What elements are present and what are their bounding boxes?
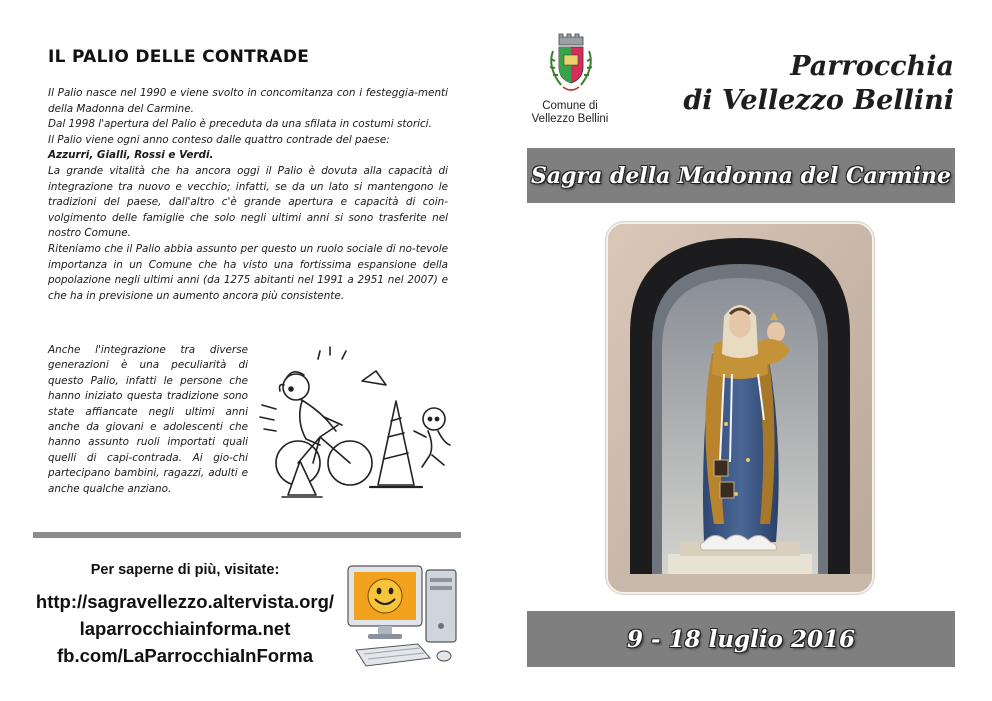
- link-laparrocchiainforma[interactable]: laparrocchiainforma.net: [79, 618, 291, 639]
- parish-line-2: di Vellezzo Bellini: [683, 85, 954, 116]
- event-title: Sagra della Madonna del Carmine: [531, 162, 951, 189]
- paragraph: Il Palio viene ogni anno conteso dalle quattro contrade del paese:: [48, 133, 390, 146]
- section-divider: [33, 532, 461, 538]
- link-sagravellezzo[interactable]: http://sagravellezzo.altervista.org/: [35, 591, 335, 612]
- section-title: IL PALIO DELLE CONTRADE: [48, 47, 310, 67]
- paragraph: Riteniamo che il Palio abbia assunto per questo un ruolo sociale di no-tevole importanza in un Comune che ha visto una fortissima espansione della popolazione negli ultimi anni (da 1275 abitanti nel 1991 a 2951 nel 2007) e che ha in previsione un aumento ancora più consistente.: [48, 242, 448, 302]
- links-intro: Per saperne di più, visitate:: [90, 562, 280, 578]
- smiling-computer-icon: [344, 560, 464, 668]
- parish-line-1: Parrocchia: [790, 51, 954, 82]
- website-links: [20, 562, 350, 669]
- comune-line-1: Comune di: [542, 100, 598, 112]
- madonna-statue-image: [608, 224, 872, 592]
- comune-line-2: Vellezzo Bellini: [531, 113, 609, 125]
- link-facebook[interactable]: fb.com/LaParrocchiaInForma: [57, 645, 313, 666]
- paragraph: Il Palio nasce nel 1990 e viene svolto in concomitanza con i festeggia-menti della Madonna del Carmine.: [48, 87, 448, 115]
- generations-paragraph: Anche l'integrazione tra diverse generazioni è una peculiarità di questo Palio, infatti le persone che hanno iniziato questa tradizione sono state affiancate negli ultimi anni anche da giovani e adolescenti che hanno assunto ruoli importati quali quelli di capi-contrada. Ai gio-chi partecipano bambini, ragazzi, adulti e anche qualche anziano.: [48, 344, 248, 495]
- cyclist-cartoon-illustration: [258, 345, 458, 505]
- paragraph: La grande vitalità che ha ancora oggi il Palio è dovuta alla capacità di integrazione tra nuovo e vecchio; infatti, se da un lato si mantengono le tradizioni del paese, dall'altro c'è grande apertura e capacità di coin-volgimento delle famiglie che solo negli ultimi anni si sono trasferite nel nostro Comune.: [48, 164, 448, 240]
- madonna-statue-photo: [608, 224, 872, 592]
- event-dates-band: [527, 611, 955, 667]
- contrade-names: Azzurri, Gialli, Rossi e Verdi.: [48, 149, 214, 162]
- municipal-crest-logo: [545, 33, 597, 95]
- paragraph: Dal 1998 l'apertura del Palio è preceduta da una sfilata in costumi storici.: [48, 118, 432, 131]
- comune-label: [512, 100, 628, 126]
- parish-title: [683, 50, 954, 118]
- event-title-band: [527, 148, 955, 203]
- event-dates: 9 - 18 luglio 2016: [627, 625, 855, 653]
- article-body: [48, 86, 448, 304]
